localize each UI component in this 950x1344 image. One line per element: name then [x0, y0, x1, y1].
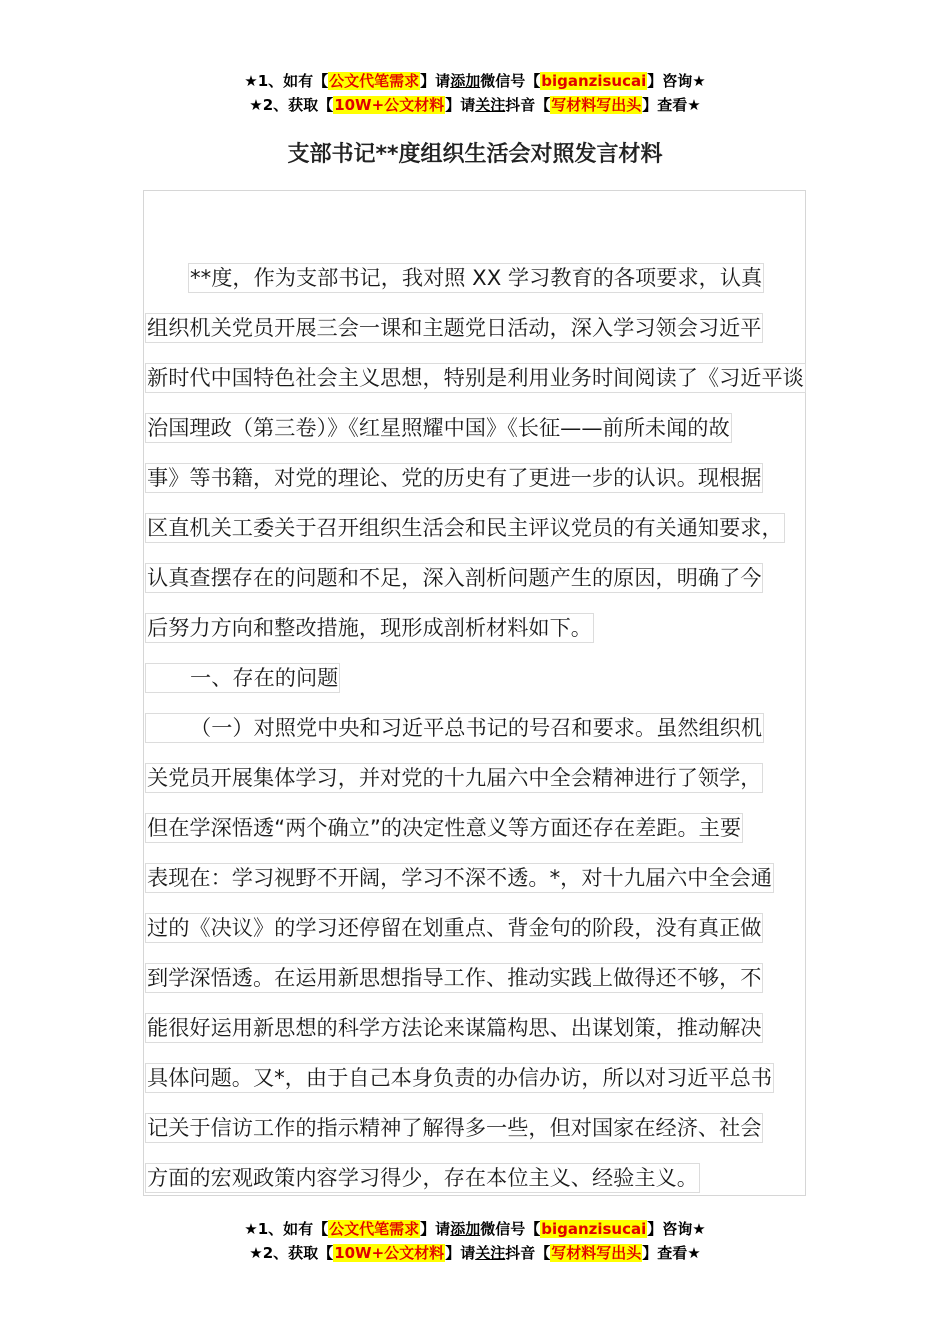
paragraph-issue-line: 过的《决议》的学习还停留在划重点、背金句的阶段，没有真正做: [145, 913, 763, 943]
promo-banner-bottom: [0, 1217, 950, 1265]
promo-line-2: [0, 93, 950, 117]
promo-douyin-name: 写材料写出头: [551, 1244, 642, 1262]
promo-line-1: [0, 1217, 950, 1241]
paragraph-intro-line: 新时代中国特色社会主义思想，特别是利用业务时间阅读了《习近平谈: [145, 363, 806, 393]
text-line: [145, 602, 825, 652]
paragraph-intro-line: 组织机关党员开展三会一课和主题党日活动，深入学习领会习近平: [145, 313, 763, 343]
text-line: [145, 1002, 825, 1052]
promo-douyin-name: 写材料写出头: [551, 96, 642, 114]
text-line: [145, 552, 825, 602]
promo-highlight: 10W+公文材料: [334, 96, 445, 114]
paragraph-issue-line: 到学深悟透。在运用新思想指导工作、推动实践上做得还不够，不: [145, 963, 763, 993]
text-line: [145, 802, 825, 852]
paragraph-intro-line: 区直机关工委关于召开组织生活会和民主评议党员的有关通知要求，: [145, 513, 785, 543]
paragraph-issue-line: （一）对照党中央和习近平总书记的号召和要求。虽然组织机: [145, 713, 764, 743]
paragraph-intro-line: 事》等书籍，对党的理论、党的历史有了更进一步的认识。现根据: [145, 463, 763, 493]
promo-text: 】查看★: [642, 1244, 701, 1262]
promo-text: 微信号【: [480, 1220, 541, 1238]
text-line: [145, 702, 825, 752]
paragraph-intro-line: 后努力方向和整改措施，现形成剖析材料如下。: [145, 613, 594, 643]
text-line: [145, 752, 825, 802]
text-line: [145, 302, 825, 352]
text-line: [145, 852, 825, 902]
document-body: [145, 252, 825, 1202]
section-heading: 一、存在的问题: [145, 663, 340, 693]
promo-text: 微信号【: [480, 72, 541, 90]
paragraph-issue-line: 方面的宏观政策内容学习得少，存在本位主义、经验主义。: [145, 1163, 700, 1193]
text-line: [145, 652, 825, 702]
paragraph-issue-line: 表现在：学习视野不开阔，学习不深不透。*，对十九届六中全会通: [145, 863, 774, 893]
paragraph-issue-line: 具体问题。又*，由于自己本身负责的办信办访，所以对习近平总书: [145, 1063, 774, 1093]
promo-text: 抖音【: [505, 1244, 551, 1262]
promo-text: ★2、获取【: [249, 1244, 334, 1262]
paragraph-issue-line: 能很好运用新思想的科学方法论来谋篇构思、出谋划策，推动解决: [145, 1013, 763, 1043]
promo-text: 抖音【: [505, 96, 551, 114]
promo-text: ★1、如有【: [244, 1220, 329, 1238]
promo-text: ★2、获取【: [249, 96, 334, 114]
paragraph-issue-line: 但在学深悟透“两个确立”的决定性意义等方面还存在差距。主要: [145, 813, 743, 843]
promo-wechat-id: biganzisucai: [541, 1220, 647, 1238]
paragraph-intro-line: 治国理政（第三卷）》《红星照耀中国》《长征——前所未闻的故: [145, 413, 732, 443]
promo-text: 】请: [420, 72, 451, 90]
promo-highlight: 公文代笔需求: [329, 72, 420, 90]
promo-text: 】请: [445, 96, 476, 114]
promo-highlight: 10W+公文材料: [334, 1244, 445, 1262]
text-line: [145, 352, 825, 402]
promo-highlight: 公文代笔需求: [329, 1220, 420, 1238]
document-title: 支部书记**度组织生活会对照发言材料: [287, 142, 663, 167]
paragraph-intro-line: **度，作为支部书记，我对照 XX 学习教育的各项要求，认真: [188, 263, 764, 293]
text-line: [145, 252, 825, 302]
promo-text: 】咨询★: [647, 72, 706, 90]
text-line: [145, 1152, 825, 1202]
text-line: [145, 952, 825, 1002]
text-line: [145, 452, 825, 502]
promo-text: 】查看★: [642, 96, 701, 114]
paragraph-issue-line: 关党员开展集体学习，并对党的十九届六中全会精神进行了领学，: [145, 763, 763, 793]
promo-text: 】请: [445, 1244, 476, 1262]
promo-text: 】请: [420, 1220, 451, 1238]
promo-underlined: 关注: [475, 96, 506, 114]
promo-wechat-id: biganzisucai: [541, 72, 647, 90]
text-line: [145, 402, 825, 452]
text-line: [145, 1052, 825, 1102]
promo-text: 】咨询★: [647, 1220, 706, 1238]
promo-line-1: [0, 69, 950, 93]
promo-underlined: 关注: [475, 1244, 506, 1262]
paragraph-issue-line: 记关于信访工作的指示精神了解得多一些，但对国家在经济、社会: [145, 1113, 763, 1143]
promo-text: ★1、如有【: [244, 72, 329, 90]
promo-banner-top: [0, 69, 950, 117]
promo-underlined: 添加: [450, 1220, 481, 1238]
text-line: [145, 902, 825, 952]
text-line: [145, 1102, 825, 1152]
paragraph-intro-line: 认真查摆存在的问题和不足，深入剖析问题产生的原因，明确了今: [145, 563, 763, 593]
promo-underlined: 添加: [450, 72, 481, 90]
text-line: [145, 502, 825, 552]
promo-line-2: [0, 1241, 950, 1265]
